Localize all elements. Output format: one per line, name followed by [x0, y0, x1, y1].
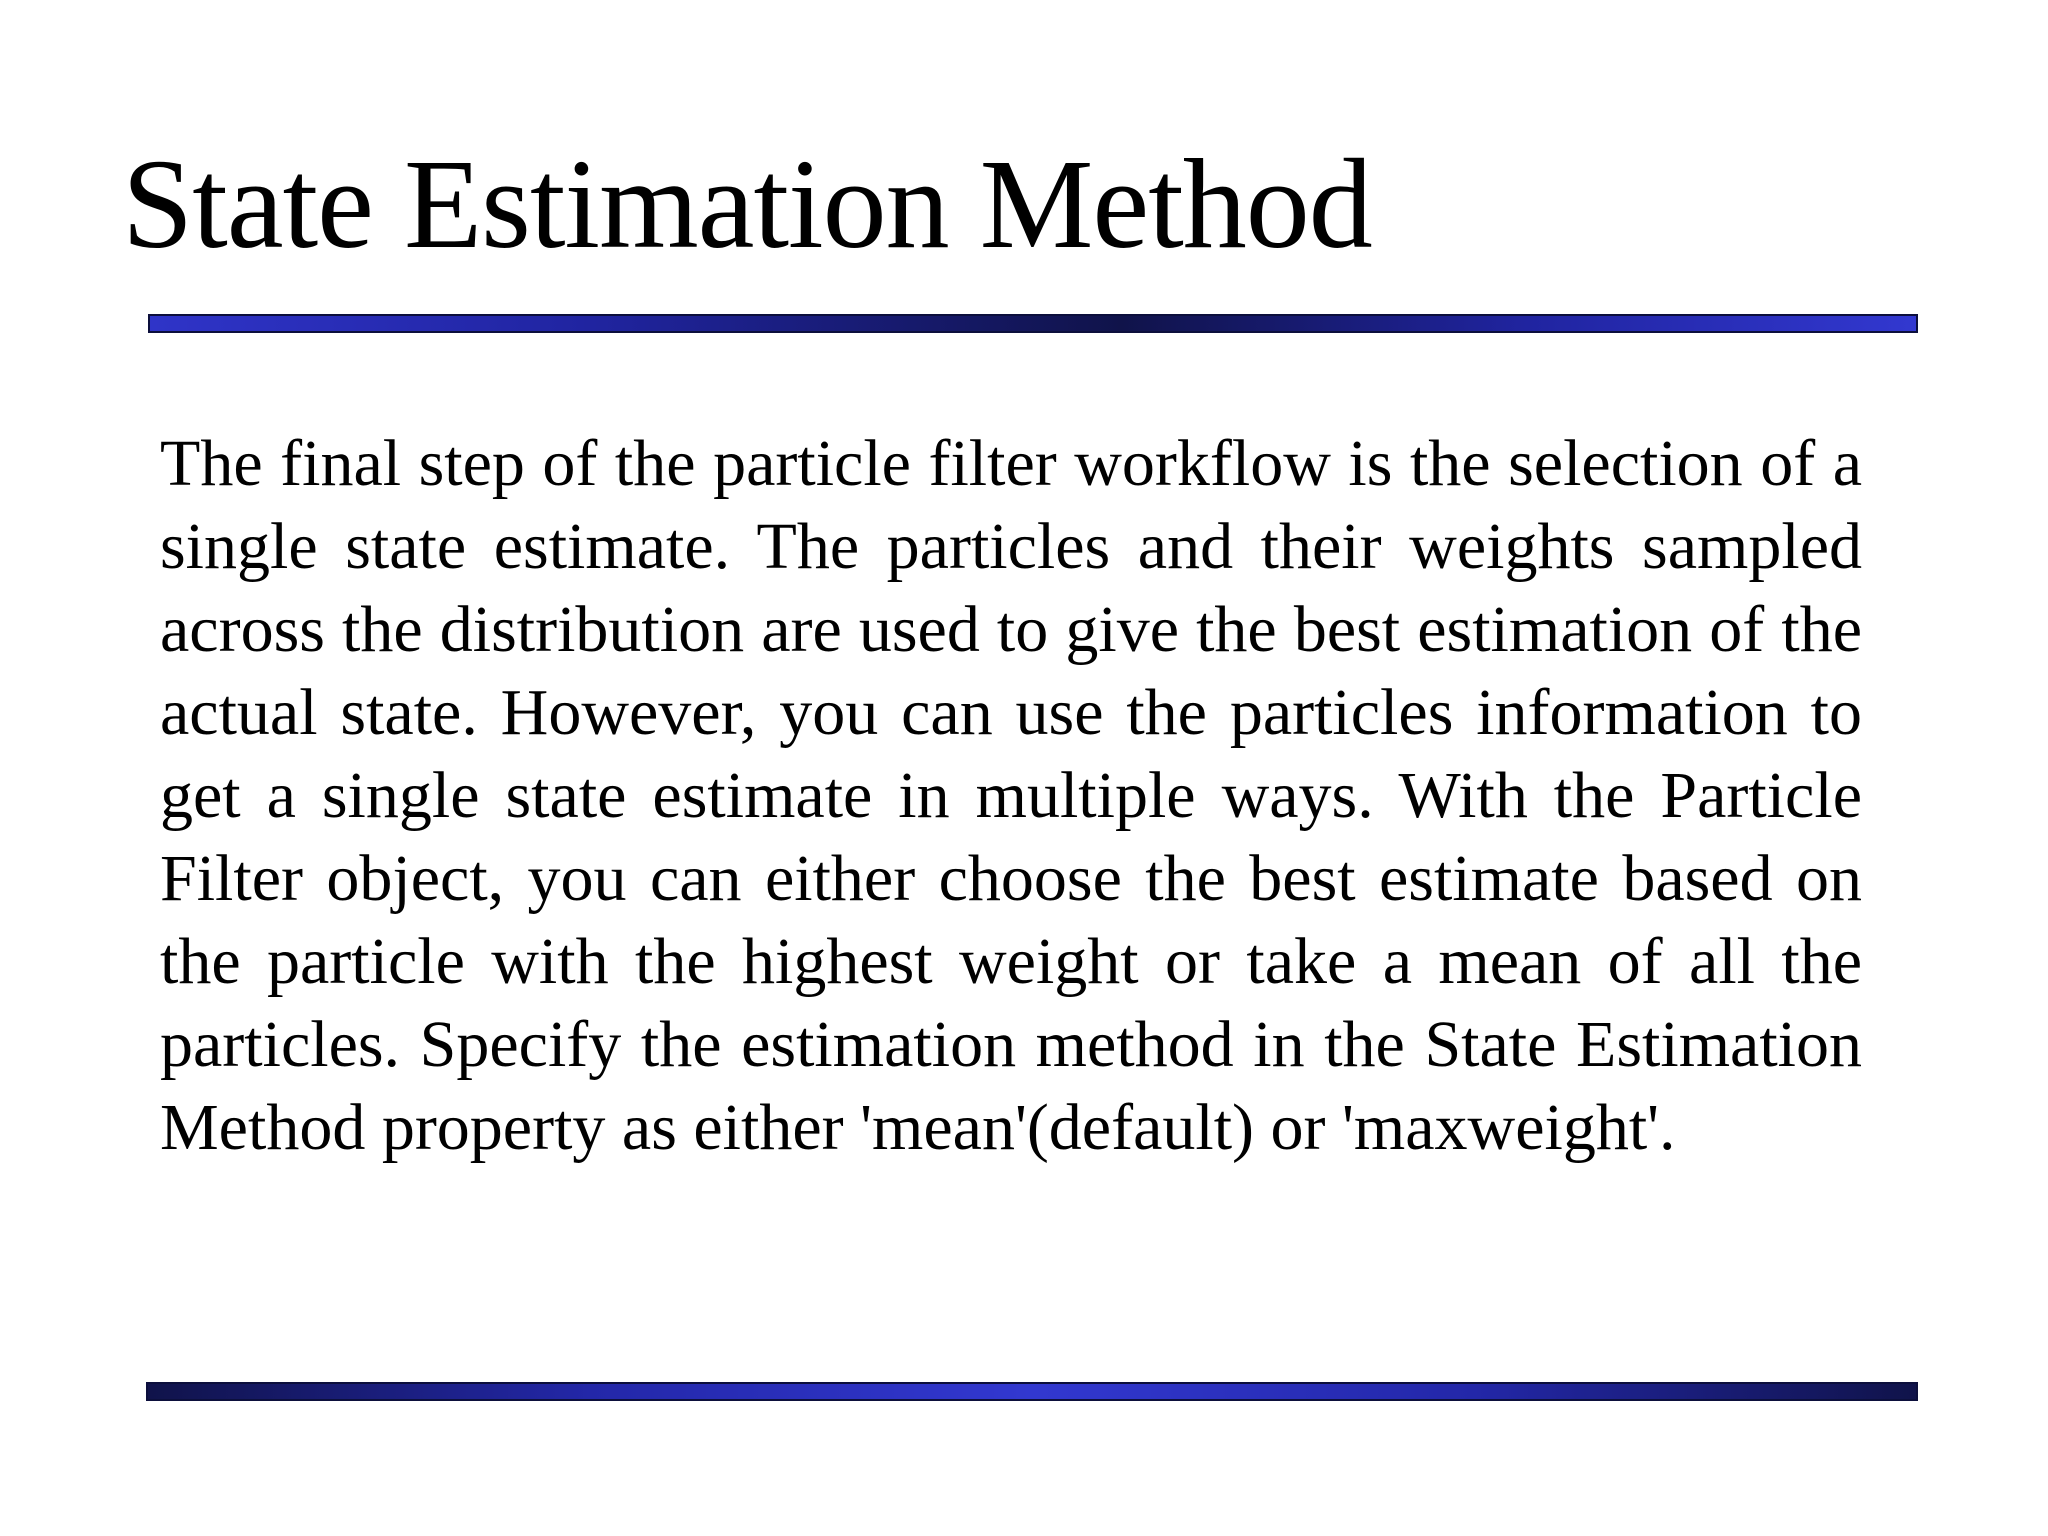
- title-divider: [148, 314, 1918, 333]
- footer-divider: [146, 1382, 1918, 1401]
- slide-title: State Estimation Method: [122, 133, 1372, 275]
- slide-body-text: The final step of the particle filter workflow is the selection of a single state estimate. The particles and their weights sampled across the distribution are used to give the best estimation of the actual state. However, you can use the particles information to get a single state estimate in multiple ways. With the Particle Filter object, you can either choose the best estimate based on the particle with the highest weight or take a mean of all the particles. Specify the estimation method in the State Estimation Method property as either 'mean'(default) or 'maxweight'.: [160, 427, 1862, 1164]
